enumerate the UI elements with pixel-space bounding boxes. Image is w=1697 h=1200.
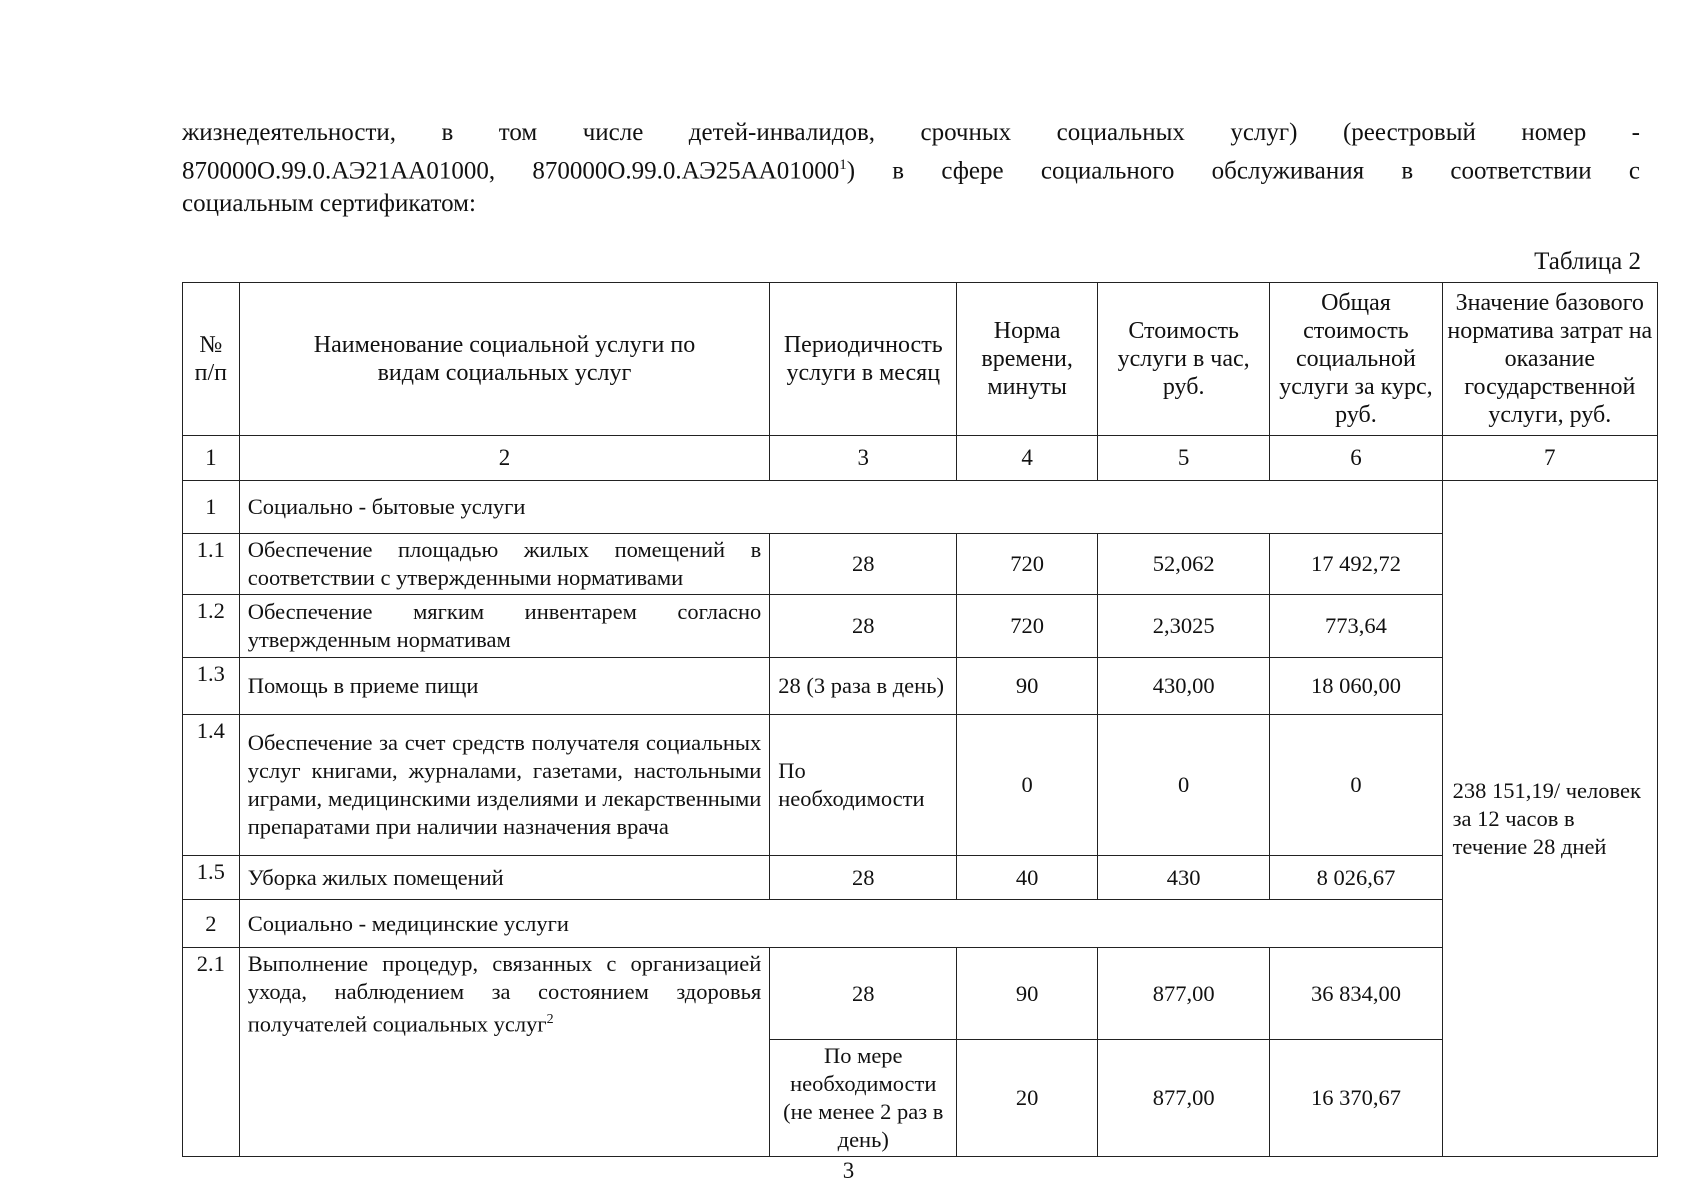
registry-numbers: 870000О.99.0.АЭ21АА01000, 870000О.99.0.АЭ25АА01000 [182, 157, 840, 185]
intro-line-2-rest: ) в сфере социального обслуживания в соответствии с [846, 157, 1640, 185]
row-period: По мере необходимости (не менее 2 раз в день) [770, 1040, 957, 1157]
row-num: 1.1 [183, 534, 240, 595]
row-time: 40 [957, 856, 1098, 900]
intro-paragraph [182, 116, 1640, 220]
header-period: Периодичность услуги в месяц [770, 283, 957, 436]
row-total: 16 370,67 [1270, 1040, 1442, 1157]
table-row [183, 534, 1658, 595]
table-row [183, 658, 1658, 715]
row-name: Обеспечение площадью жилых помещений в соответствии с утвержденными нормативами [239, 534, 770, 595]
col-number: 2 [239, 436, 770, 481]
row-name: Обеспечение мягким инвентарем согласно утвержденным нормативам [239, 595, 770, 658]
row-cost: 877,00 [1098, 948, 1270, 1040]
column-numbers-row [183, 436, 1658, 481]
base-norm-value: 238 151,19/ человек за 12 часов в течение 28 дней [1442, 481, 1657, 1157]
row-time: 720 [957, 534, 1098, 595]
row-period: 28 (3 раза в день) [770, 658, 957, 715]
row-time: 0 [957, 715, 1098, 856]
table-row [183, 595, 1658, 658]
section-title: Социально - бытовые услуги [239, 481, 1442, 534]
row-name: Помощь в приеме пищи [239, 658, 770, 715]
intro-line-1: жизнедеятельности, в том числе детей-инвалидов, срочных социальных услуг) (реестровый номер - [182, 119, 1640, 146]
col-number: 4 [957, 436, 1098, 481]
section-row [183, 481, 1658, 534]
row-total: 17 492,72 [1270, 534, 1442, 595]
row-period: По необходимости [770, 715, 957, 856]
row-cost: 430,00 [1098, 658, 1270, 715]
row-total: 8 026,67 [1270, 856, 1442, 900]
row-num: 2.1 [183, 948, 240, 1157]
row-time: 90 [957, 948, 1098, 1040]
section-num: 1 [183, 481, 240, 534]
table-caption: Таблица 2 [1534, 248, 1641, 275]
row-cost: 430 [1098, 856, 1270, 900]
footnote-ref-1: 1 [839, 157, 847, 173]
page-number: 3 [842, 1158, 855, 1183]
row-cost: 877,00 [1098, 1040, 1270, 1157]
col-number: 3 [770, 436, 957, 481]
intro-line-2 [182, 149, 1640, 187]
col-number: 5 [1098, 436, 1270, 481]
col-number: 6 [1270, 436, 1442, 481]
col-number: 7 [1442, 436, 1657, 481]
row-num: 1.2 [183, 595, 240, 658]
row-total: 773,64 [1270, 595, 1442, 658]
section-title: Социально - медицинские услуги [239, 900, 1442, 948]
intro-line-3: социальным сертификатом: [182, 190, 476, 218]
table-header-row [183, 283, 1658, 436]
row-time: 20 [957, 1040, 1098, 1157]
row-total: 0 [1270, 715, 1442, 856]
services-table [182, 282, 1658, 1157]
header-total: Общая стоимость социальной услуги за курс, руб. [1270, 283, 1442, 436]
header-base-norm: Значение базового норматива затрат на оказание государственной услуги, руб. [1442, 283, 1657, 436]
section-num: 2 [183, 900, 240, 948]
table-row [183, 715, 1658, 856]
table-row [183, 856, 1658, 900]
row-period: 28 [770, 856, 957, 900]
row-cost: 2,3025 [1098, 595, 1270, 658]
section-row [183, 900, 1658, 948]
header-time: Норма времени, минуты [957, 283, 1098, 436]
header-num: № п/п [183, 283, 240, 436]
footnote-ref-2: 2 [546, 1012, 554, 1027]
row-name: Уборка жилых помещений [239, 856, 770, 900]
row-num: 1.4 [183, 715, 240, 856]
header-cost-hour: Стоимость услуги в час, руб. [1098, 283, 1270, 436]
row-name: Обеспечение за счет средств получателя социальных услуг книгами, журналами, газетами, настольными играми, медицинскими изделиями и лекарственными препаратами при наличии назначения врача [239, 715, 770, 856]
row-period: 28 [770, 534, 957, 595]
row-time: 90 [957, 658, 1098, 715]
table-row [183, 948, 1658, 1040]
row-cost: 0 [1098, 715, 1270, 856]
row-time: 720 [957, 595, 1098, 658]
row-num: 1.5 [183, 856, 240, 900]
row-total: 36 834,00 [1270, 948, 1442, 1040]
row-total: 18 060,00 [1270, 658, 1442, 715]
row-num: 1.3 [183, 658, 240, 715]
row-name [239, 948, 770, 1157]
col-number: 1 [183, 436, 240, 481]
row-name-text: Выполнение процедур, связанных с организацией ухода, наблюдением за состоянием здоровья получателей социальных услуг [247, 951, 762, 1037]
header-name: Наименование социальной услуги по видам социальных услуг [239, 283, 770, 436]
row-period: 28 [770, 948, 957, 1040]
row-cost: 52,062 [1098, 534, 1270, 595]
row-period: 28 [770, 595, 957, 658]
